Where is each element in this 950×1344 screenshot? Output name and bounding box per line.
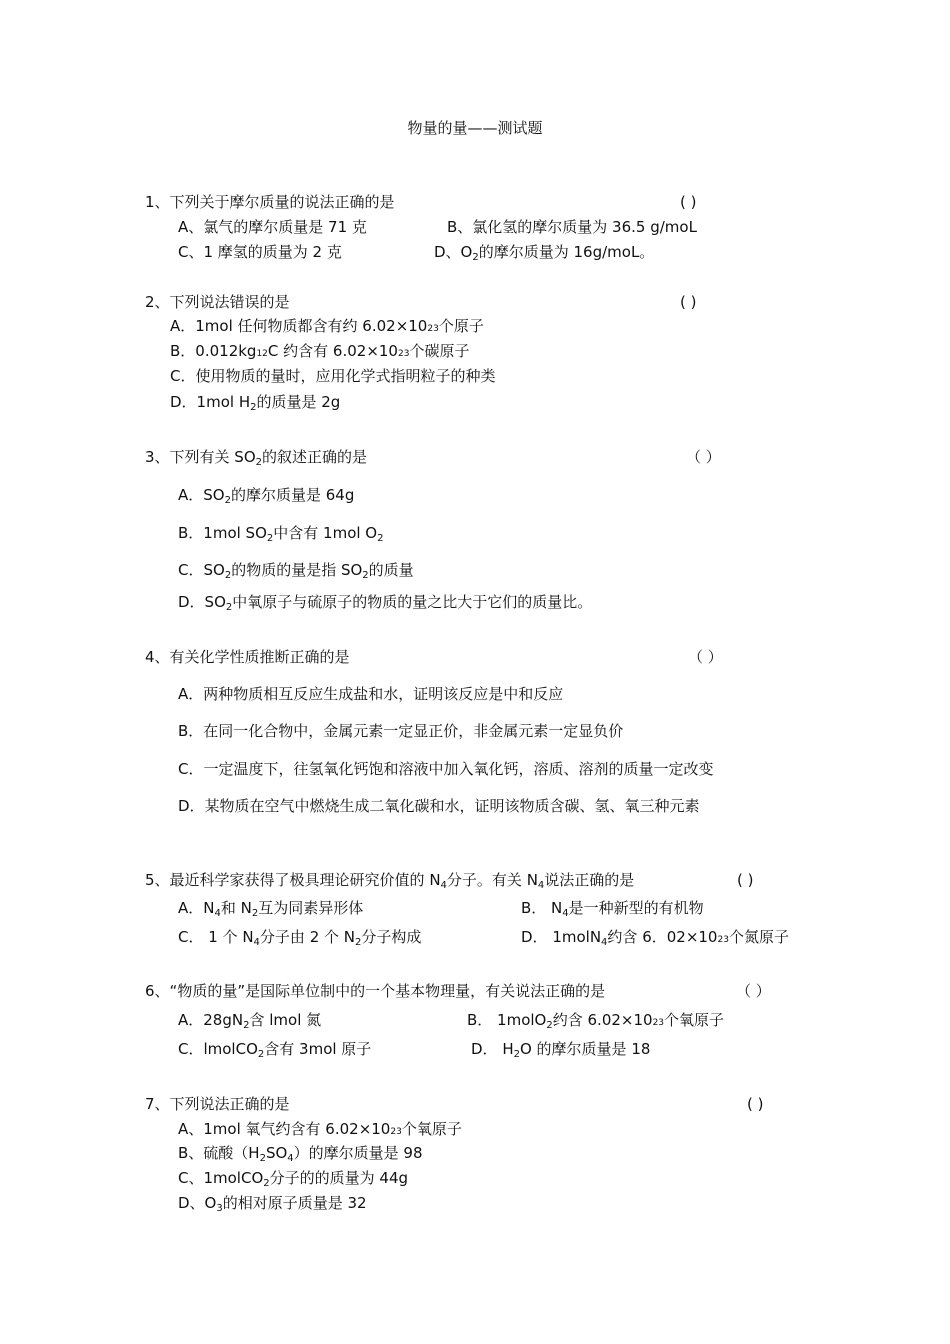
question-1-option-d: D、$O_2$的摩尔质量为 16g/moL。 — [434, 243, 655, 263]
question-7-stem: 7、下列说法正确的是 — [145, 1095, 290, 1113]
question-6-stem: 6、“物质的量”是国际单位制中的一个基本物理量，有关说法正确的是 — [145, 982, 606, 1000]
question-5-answer-bracket: ( ) — [737, 871, 754, 889]
question-7-option-a: A、1mol 氧气约含有 6.02×1023个氧原子 — [178, 1120, 462, 1138]
question-2-option-d: D．1mol $H_2$的质量是 2g — [170, 393, 341, 413]
question-2-option-b: B．0.012kg12C 约含有 6.02×1023个碳原子 — [170, 342, 470, 360]
question-6-answer-bracket: （ ） — [736, 982, 771, 1000]
question-2-stem: 2、下列说法错误的是 — [145, 293, 290, 311]
page-title: 物量的量——测试题 — [407, 119, 543, 137]
question-2-option-a: A．1mol 任何物质都含有约 6.02×1023个原子 — [170, 317, 484, 335]
question-3-option-a: A．$SO_2$的摩尔质量是 64g — [178, 486, 355, 506]
question-6-option-c: C．lmolCO$_2$含有 3mol 原子 — [178, 1040, 372, 1060]
question-1-stem: 1、下列关于摩尔质量的说法正确的是 — [145, 193, 395, 211]
question-5-option-d: D． 1molN$_4$约含 6．02×1023个氮原子 — [521, 928, 789, 948]
question-6-option-b: B． 1molO$_2$约含 6.02×1023个氧原子 — [467, 1011, 725, 1031]
question-3-answer-bracket: （ ） — [686, 448, 721, 466]
question-3-stem: 3、下列有关 $SO_2$的叙述正确的是 — [145, 448, 368, 468]
question-1-answer-bracket: ( ) — [680, 193, 697, 211]
question-7-option-d: D、$O_3$的相对原子质量是 32 — [178, 1194, 367, 1214]
question-4-stem: 4、有关化学性质推断正确的是 — [145, 648, 350, 666]
question-1-option-c: C、1 摩氢的质量为 2 克 — [178, 243, 342, 261]
question-5-option-b: B． $N_4$是一种新型的有机物 — [521, 899, 704, 919]
question-4-option-c: C．一定温度下，往氢氧化钙饱和溶液中加入氧化钙，溶质、溶剂的质量一定改变 — [178, 760, 714, 778]
question-7-option-c: C、1molCO$_2$分子的的质量为 44g — [178, 1169, 409, 1189]
question-4-option-b: B．在同一化合物中，金属元素一定显正价，非金属元素一定显负价 — [178, 722, 624, 740]
question-1-option-b: B、氯化氢的摩尔质量为 36.5 g/moL — [447, 218, 697, 236]
question-6-option-d: D． $H_2O$ 的摩尔质量是 18 — [471, 1040, 651, 1060]
question-4-answer-bracket: （ ） — [688, 648, 723, 666]
question-2-option-c: C．使用物质的量时，应用化学式指明粒子的种类 — [170, 367, 496, 385]
question-1-option-a: A、氯气的摩尔质量是 71 克 — [178, 218, 367, 236]
question-5-option-a: A．$N_4$和 $N_2$互为同素异形体 — [178, 899, 364, 919]
question-5-option-c: C． 1 个 $N_4$分子由 2 个 $N_2$分子构成 — [178, 928, 422, 948]
question-4-option-d: D．某物质在空气中燃烧生成二氧化碳和水，证明该物质含碳、氢、氧三种元素 — [178, 797, 700, 815]
question-2-answer-bracket: ( ) — [680, 293, 697, 311]
question-7-answer-bracket: ( ) — [747, 1095, 764, 1113]
question-6-option-a: A．$28gN_2$含 lmol 氮 — [178, 1011, 322, 1031]
question-4-option-a: A．两种物质相互反应生成盐和水，证明该反应是中和反应 — [178, 685, 564, 703]
question-7-option-b: B、硫酸$(H_2SO_4)$的摩尔质量是 98 — [178, 1144, 423, 1164]
question-3-option-b: B．1mol $SO_2$中含有 1mol $O_2$ — [178, 524, 384, 544]
question-3-option-d: D．$SO_2$中氧原子与硫原子的物质的量之比大于它们的质量比。 — [178, 593, 593, 613]
question-5-stem: 5、最近科学家获得了极具理论研究价值的 $N_4$分子。有关 $N_4$说法正确的是 — [145, 871, 635, 891]
question-3-option-c: C．$SO_2$的物质的量是指 $SO_2$的质量 — [178, 561, 414, 581]
